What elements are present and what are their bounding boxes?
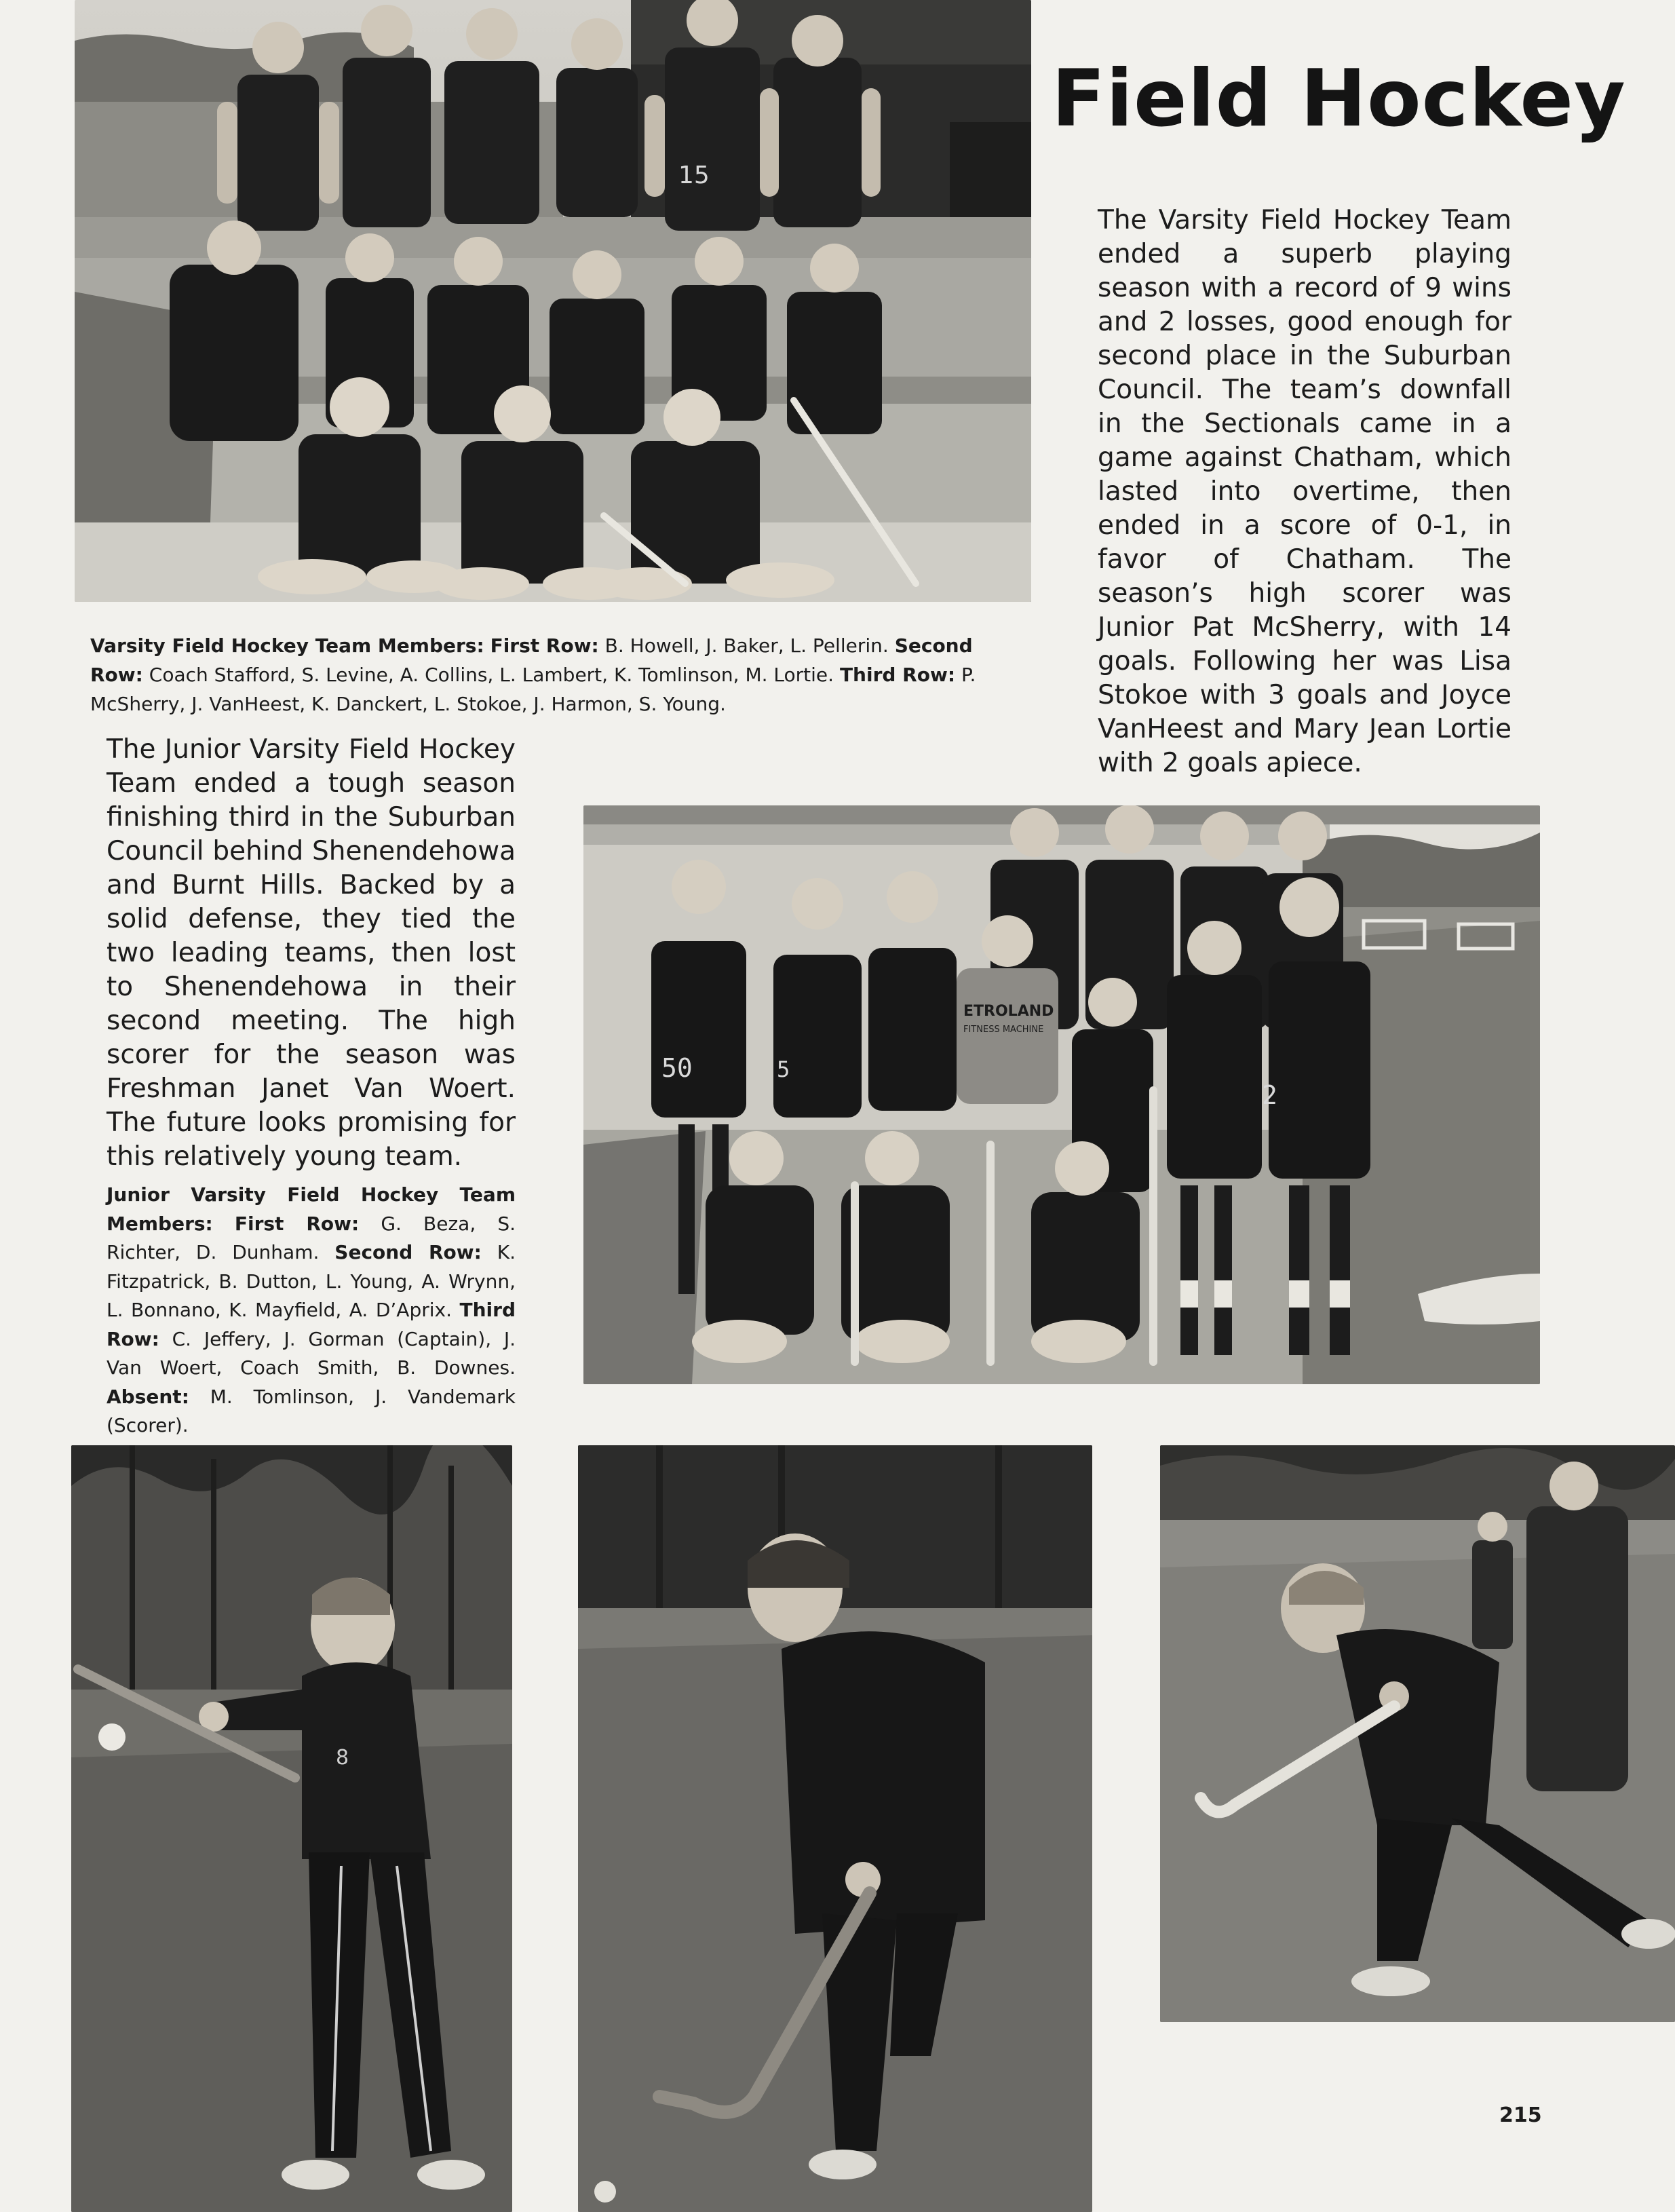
varsity-caption-row1: B. Howell, J. Baker, L. Pellerin. bbox=[604, 634, 889, 657]
action-photo-middle bbox=[578, 1445, 1092, 2212]
jv-caption-row2-label: Second Row: bbox=[334, 1241, 482, 1263]
varsity-article: The Varsity Field Hockey Team ended a superb playing season with a record of 9 wins and 2 losses, good enough for second place in the Suburban Council. The team’s downfall in the Sectionals came in a game against Chatham, which lasted into overtime, then ended in a score of 0-1, in favor of Chatham. The season’s high scorer was Junior Pat McSherry, with 14 goals. Following her was Lisa Stokoe with 3 goals and Joyce VanHeest and Mary Jean Lortie with 2 goals apiece. bbox=[1098, 205, 1512, 778]
jv-shirt-subtext: FITNESS MACHINE bbox=[963, 1025, 1044, 1035]
jv-caption-row1-label: First Row: bbox=[234, 1212, 360, 1235]
page-number: 215 bbox=[1499, 2103, 1542, 2127]
varsity-caption bbox=[90, 631, 1026, 719]
jv-jersey-right: 2 bbox=[1262, 1080, 1277, 1110]
action-photo-left bbox=[71, 1445, 512, 2212]
jv-article: The Junior Varsity Field Hockey Team ended a tough season finishing third in the Suburban Council behind Shenendehowa and Burnt Hills. Backed by a solid defense, they tied the two leading teams, then lost to Shenendehowa in their second meeting. The high scorer for the season was Freshman Janet Van Woert. The future looks promising for this relatively young team. bbox=[107, 734, 516, 1172]
jv-caption-row1: G. Beza, S. Richter, D. Dunham. bbox=[107, 1212, 516, 1263]
jv-caption bbox=[107, 1181, 516, 1441]
action-left-jersey: 8 bbox=[336, 1746, 349, 1770]
varsity-caption-row3-label: Third Row: bbox=[839, 664, 956, 686]
jv-caption-row2: K. Fitzpatrick, B. Dutton, L. Young, A. Wrynn, L. Bonnano, K. Mayfield, A. D’Aprix. bbox=[107, 1241, 516, 1321]
jv-team-photo bbox=[583, 805, 1540, 1384]
varsity-caption-row2-label: Second Row: bbox=[90, 634, 973, 686]
varsity-caption-row3: P. McSherry, J. VanHeest, K. Danckert, L. Stokoe, J. Harmon, S. Young. bbox=[90, 664, 976, 715]
jv-shirt-text: ETROLAND bbox=[963, 1003, 1054, 1020]
jv-jersey-mid: 5 bbox=[777, 1056, 790, 1082]
varsity-jersey-number: 15 bbox=[678, 161, 710, 189]
jv-caption-heading: Junior Varsity Field Hockey Team Members: bbox=[107, 1183, 516, 1235]
page-title: Field Hockey bbox=[1052, 53, 1626, 145]
jv-caption-absent-label: Absent: bbox=[107, 1385, 189, 1408]
varsity-caption-heading: Varsity Field Hockey Team Members: bbox=[90, 634, 484, 657]
varsity-caption-row1-label: First Row: bbox=[490, 634, 599, 657]
varsity-caption-row2: Coach Stafford, S. Levine, A. Collins, L. Lambert, K. Tomlinson, M. Lortie. bbox=[149, 664, 834, 686]
action-photo-right bbox=[1160, 1445, 1675, 2022]
jv-caption-row3: C. Jeffery, J. Gorman (Captain), J. Van Woert, Coach Smith, B. Downes. bbox=[107, 1327, 516, 1379]
jv-caption-row3-label: Third Row: bbox=[107, 1299, 516, 1350]
jv-jersey-left: 50 bbox=[661, 1053, 693, 1083]
jv-caption-absent: M. Tomlinson, J. Vandemark (Scorer). bbox=[107, 1385, 516, 1436]
varsity-team-photo bbox=[75, 0, 1031, 602]
